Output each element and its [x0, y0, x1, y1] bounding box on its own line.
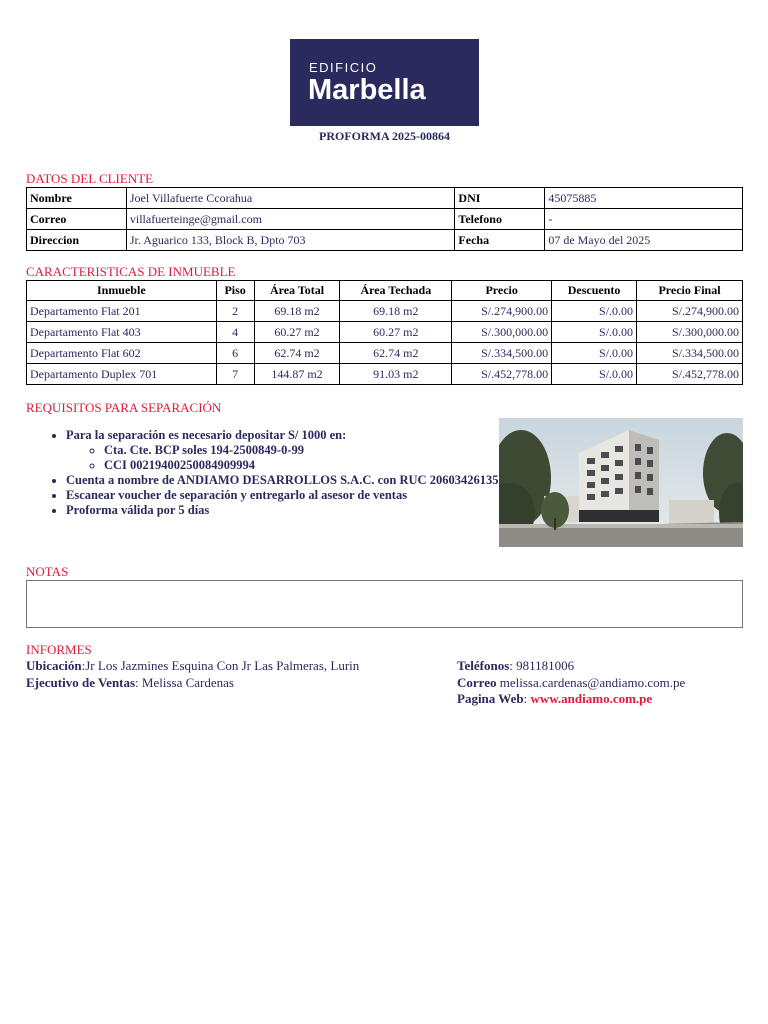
informes-section-title: INFORMES — [26, 642, 92, 657]
list-item: ◦ Cta. Cte. BCP soles 194-2500849-0-99 — [104, 443, 506, 458]
building-photo — [499, 418, 743, 547]
table-row — [27, 364, 743, 385]
cell-area-total: 62.74 m2 — [254, 343, 340, 364]
cell-area-techada: 62.74 m2 — [340, 343, 452, 364]
list-item: • Escanear voucher de separación y entregarlo al asesor de ventas — [66, 488, 506, 503]
website-link[interactable]: www.andiamo.com.pe — [530, 691, 653, 706]
cell-area-total: 69.18 m2 — [254, 301, 340, 322]
cell-area-techada: 60.27 m2 — [340, 322, 452, 343]
cell-descuento: S/.0.00 — [552, 343, 637, 364]
web-label: Pagina Web — [457, 691, 524, 706]
cell-area-total: 60.27 m2 — [254, 322, 340, 343]
cell-precio-final: S/.452,778.00 — [637, 364, 743, 385]
cell-piso: 7 — [216, 364, 254, 385]
direccion-value: Jr. Aguarico 133, Block B, Dpto 703 — [126, 230, 455, 251]
table-row — [27, 301, 743, 322]
cell-precio: S/.452,778.00 — [452, 364, 552, 385]
notes-box — [26, 580, 743, 628]
col-header: Precio Final — [637, 281, 743, 301]
cell-piso: 2 — [216, 301, 254, 322]
telefonos-label: Teléfonos — [457, 658, 510, 673]
cell-precio: S/.274,900.00 — [452, 301, 552, 322]
table-row — [27, 209, 743, 230]
cell-precio-final: S/.274,900.00 — [637, 301, 743, 322]
ejecutivo-label: Ejecutivo de Ventas — [26, 674, 136, 690]
list-item — [66, 428, 506, 473]
cell-descuento: S/.0.00 — [552, 301, 637, 322]
bank-accounts-list — [66, 443, 506, 473]
table-row — [27, 230, 743, 251]
web-line — [457, 691, 685, 708]
ubicacion-label: Ubicación — [26, 658, 82, 673]
cell-descuento: S/.0.00 — [552, 322, 637, 343]
fecha-label: Fecha — [455, 230, 545, 251]
logo-line2: Marbella — [308, 74, 426, 106]
requirements-list — [26, 428, 506, 518]
correo-label: Correo — [457, 674, 497, 690]
cell-area-total: 144.87 m2 — [254, 364, 340, 385]
informes-right — [457, 658, 685, 708]
telefonos-line — [457, 658, 685, 675]
ubicacion-line — [26, 658, 359, 675]
table-row — [27, 343, 743, 364]
cell-precio-final: S/.334,500.00 — [637, 343, 743, 364]
cell-inmueble: Departamento Flat 403 — [27, 322, 217, 343]
logo-line1: EDIFICIO — [309, 60, 378, 75]
cell-area-techada: 91.03 m2 — [340, 364, 452, 385]
col-header: Descuento — [552, 281, 637, 301]
dni-label: DNI — [455, 188, 545, 209]
cell-precio: S/.334,500.00 — [452, 343, 552, 364]
cell-piso: 4 — [216, 322, 254, 343]
direccion-label: Direccion — [27, 230, 127, 251]
col-header: Precio — [452, 281, 552, 301]
client-table — [26, 187, 743, 251]
cell-inmueble: Departamento Flat 201 — [27, 301, 217, 322]
table-header-row — [27, 281, 743, 301]
cell-precio-final: S/.300,000.00 — [637, 322, 743, 343]
col-header: Área Total — [254, 281, 340, 301]
requirement-deposit: Para la separación es necesario depositar S/ 1000 en: — [66, 428, 347, 442]
nombre-label: Nombre — [27, 188, 127, 209]
table-row — [27, 322, 743, 343]
requirements-section-title: REQUISITOS PARA SEPARACIÓN — [26, 400, 222, 415]
nombre-value: Joel Villafuerte Ccorahua — [126, 188, 455, 209]
telefonos-value: : 981181006 — [509, 658, 575, 673]
correo-value: villafuerteinge@gmail.com — [126, 209, 455, 230]
client-section-title: DATOS DEL CLIENTE — [26, 171, 154, 186]
col-header: Piso — [216, 281, 254, 301]
telefono-value: - — [545, 209, 743, 230]
cell-area-techada: 69.18 m2 — [340, 301, 452, 322]
notes-section-title: NOTAS — [26, 564, 69, 579]
cell-precio: S/.300,000.00 — [452, 322, 552, 343]
list-item: • Cuenta a nombre de ANDIAMO DESARROLLOS S.A.C. con RUC 20603426135 — [66, 473, 506, 488]
col-header: Área Techada — [340, 281, 452, 301]
cell-inmueble: Departamento Duplex 701 — [27, 364, 217, 385]
table-row — [27, 188, 743, 209]
web-separator: : — [523, 691, 531, 706]
ejecutivo-line — [26, 675, 359, 692]
fecha-value: 07 de Mayo del 2025 — [545, 230, 743, 251]
list-item: • Proforma válida por 5 días — [66, 503, 506, 518]
col-header: Inmueble — [27, 281, 217, 301]
cell-descuento: S/.0.00 — [552, 364, 637, 385]
proforma-number: PROFORMA 2025-00864 — [319, 129, 450, 143]
logo — [290, 39, 479, 126]
ubicacion-value: :Jr Los Jazmines Esquina Con Jr Las Palmeras, Lurin — [81, 658, 360, 673]
cell-piso: 6 — [216, 343, 254, 364]
properties-section-title: CARACTERISTICAS DE INMUEBLE — [26, 264, 236, 279]
ejecutivo-value: : Melissa Cardenas — [135, 674, 234, 690]
properties-table — [26, 280, 743, 385]
building-illustration — [499, 418, 743, 547]
dni-value: 45075885 — [545, 188, 743, 209]
informes-left — [26, 658, 359, 691]
list-item: ◦ CCI 00219400250084909994 — [104, 458, 506, 473]
correo-label: Correo — [27, 209, 127, 230]
correo-line — [457, 675, 685, 692]
cell-inmueble: Departamento Flat 602 — [27, 343, 217, 364]
telefono-label: Telefono — [455, 209, 545, 230]
correo-value: melissa.cardenas@andiamo.com.pe — [496, 674, 686, 690]
